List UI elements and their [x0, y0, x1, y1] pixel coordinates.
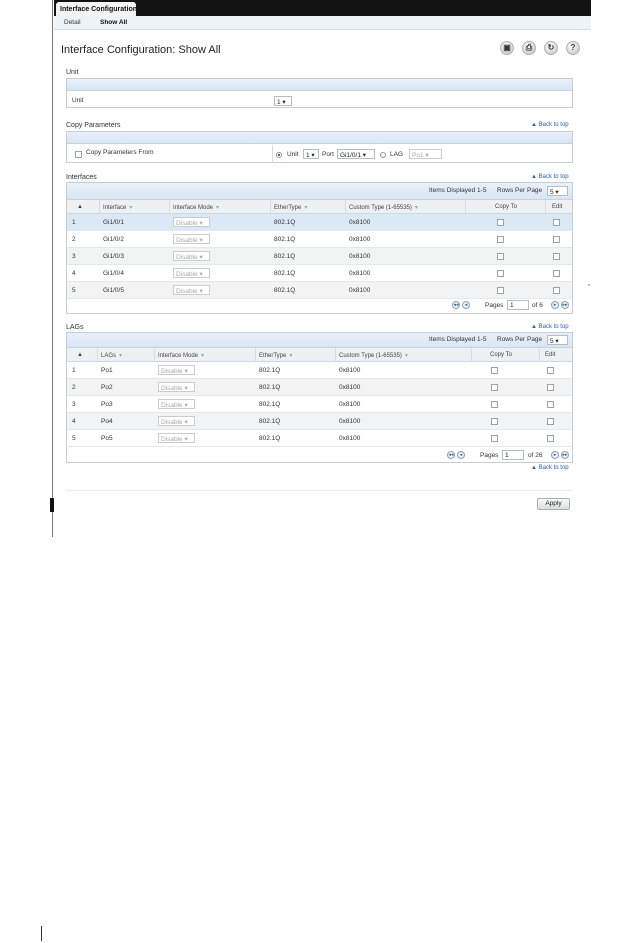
row-mode-select[interactable]: Disable ▾ — [158, 433, 195, 443]
col-interface[interactable]: Interface ▾ — [103, 205, 133, 211]
row-mode-select[interactable]: Disable ▾ — [158, 399, 195, 409]
copy-section-title: Copy Parameters — [66, 122, 121, 129]
row-interface: Gi1/0/5 — [103, 287, 124, 294]
row-lag: Po1 — [101, 367, 113, 374]
col-ethertype[interactable]: EtherType ▾ — [259, 353, 293, 359]
copy-panel — [66, 131, 573, 163]
col-custom-type[interactable]: Custom Type (1-65535) ▾ — [339, 353, 408, 359]
page-bottom-marker — [41, 926, 42, 941]
back-to-top-link[interactable]: ▲ Back to top — [531, 324, 569, 330]
interfaces-table-toolbar — [67, 183, 572, 200]
row-edit-checkbox[interactable] — [553, 236, 560, 243]
col-interface-mode-label: Interface Mode — [158, 353, 199, 359]
row-mode-select[interactable]: Disable ▾ — [173, 217, 210, 227]
column-divider — [465, 200, 466, 213]
table-row[interactable] — [67, 282, 572, 299]
table-row[interactable] — [67, 231, 572, 248]
col-custom-type-label: Custom Type (1-65535) — [349, 205, 412, 211]
row-index: 1 — [72, 219, 76, 226]
col-custom-type-label: Custom Type (1-65535) — [339, 353, 402, 359]
interfaces-rows-per-page-value: 5 — [550, 189, 554, 196]
unit-select[interactable]: 1 ▾ — [274, 96, 292, 106]
lags-header-row — [67, 348, 572, 362]
row-ethertype: 802.1Q — [259, 435, 281, 442]
interfaces-rows-per-page-select[interactable]: 5 ▾ — [547, 186, 568, 196]
table-row[interactable] — [67, 248, 572, 265]
row-mode-value: Disable — [176, 237, 198, 244]
table-row[interactable] — [67, 430, 572, 447]
back-to-top-text: Back to top — [538, 324, 569, 330]
row-custom-type: 0x8100 — [339, 384, 361, 391]
row-mode-select[interactable]: Disable ▾ — [158, 382, 195, 392]
col-interface-label: Interface — [103, 205, 127, 211]
apply-button[interactable]: Apply — [537, 498, 570, 510]
footer-divider — [66, 490, 573, 491]
row-custom-type: 0x8100 — [349, 253, 371, 260]
row-edit-checkbox[interactable] — [547, 384, 554, 391]
first-page-icon[interactable]: ◂◂ — [453, 302, 459, 308]
row-mode-select[interactable]: Disable ▾ — [173, 268, 210, 278]
row-ethertype: 802.1Q — [274, 236, 296, 243]
sub-navigation — [54, 16, 591, 30]
row-ethertype: 802.1Q — [274, 270, 296, 277]
unit-port-radio[interactable] — [276, 152, 282, 158]
col-edit: Edit — [545, 352, 556, 358]
tab-interface-configuration[interactable]: Interface Configuration — [56, 2, 136, 17]
table-row[interactable] — [67, 214, 572, 231]
column-divider — [154, 348, 155, 361]
row-ethertype: 802.1Q — [274, 219, 296, 226]
row-mode-value: Disable — [176, 288, 198, 295]
lags-table-toolbar — [67, 333, 572, 348]
row-custom-type: 0x8100 — [339, 435, 361, 442]
row-mode-select[interactable]: Disable ▾ — [158, 416, 195, 426]
row-interface: Gi1/0/2 — [103, 236, 124, 243]
help-icon[interactable]: ? — [566, 41, 580, 55]
col-copy-to: Copy To — [495, 204, 517, 210]
row-ethertype: 802.1Q — [274, 253, 296, 260]
lags-table — [66, 332, 573, 463]
row-mode-select[interactable]: Disable ▾ — [158, 365, 195, 375]
copy-separator — [272, 145, 273, 163]
interfaces-rows-per-page-label: Rows Per Page — [497, 187, 543, 194]
row-lag: Po5 — [101, 435, 113, 442]
last-page-icon[interactable]: ▸▸ — [562, 452, 568, 458]
lags-page-input[interactable]: 1 — [502, 450, 524, 460]
row-mode-value: Disable — [161, 419, 183, 426]
save-icon[interactable]: ▣ — [500, 41, 514, 55]
row-mode-value: Disable — [176, 271, 198, 278]
row-index: 5 — [72, 435, 76, 442]
interfaces-section-title: Interfaces — [66, 174, 97, 181]
prev-page-icon[interactable]: ◂ — [462, 301, 470, 309]
unit-select-value: 1 — [277, 99, 281, 106]
column-divider — [471, 348, 472, 361]
row-copy-to-checkbox[interactable] — [491, 418, 498, 425]
last-page-icon[interactable]: ▸▸ — [562, 302, 568, 308]
table-row[interactable] — [67, 265, 572, 282]
row-index: 4 — [72, 270, 76, 277]
lags-rows-per-page-label: Rows Per Page — [497, 336, 543, 343]
row-edit-checkbox[interactable] — [547, 401, 554, 408]
copy-params-label: Copy Parameters From — [86, 149, 154, 156]
row-index: 3 — [72, 401, 76, 408]
row-edit-checkbox[interactable] — [547, 367, 554, 374]
copy-lag-label: LAG — [390, 151, 404, 158]
next-page-icon[interactable]: ▸ — [551, 451, 559, 459]
row-lag: Po4 — [101, 418, 113, 425]
row-ethertype: 802.1Q — [259, 367, 281, 374]
row-mode-value: Disable — [161, 385, 183, 392]
row-ethertype: 802.1Q — [259, 401, 281, 408]
subnav-show-all[interactable]: Show All — [100, 19, 128, 26]
back-to-top-text: Back to top — [538, 174, 569, 180]
tab-bar — [54, 0, 591, 16]
table-row[interactable] — [67, 396, 572, 413]
unit-panel-band — [67, 79, 572, 91]
row-edit-checkbox[interactable] — [553, 270, 560, 277]
copy-port-value: Gi1/0/1 — [340, 152, 361, 159]
lags-rows-per-page-value: 5 — [550, 338, 554, 345]
page-title: Interface Configuration: Show All — [61, 44, 221, 56]
copy-unit-select[interactable]: 1 ▾ — [303, 149, 319, 159]
column-divider — [335, 348, 336, 361]
row-custom-type: 0x8100 — [349, 219, 371, 226]
col-lags[interactable]: LAGs ▾ — [101, 353, 123, 359]
copy-lag-value: Po1 — [412, 152, 424, 159]
interfaces-items-displayed: Items Displayed 1-5 — [429, 187, 487, 194]
column-divider — [270, 200, 271, 213]
row-lag: Po2 — [101, 384, 113, 391]
row-custom-type: 0x8100 — [339, 418, 361, 425]
next-page-icon[interactable]: ▸ — [551, 301, 559, 309]
lags-rows-per-page-select[interactable]: 5 ▾ — [547, 335, 568, 345]
copy-lag-select[interactable]: Po1 ▾ — [409, 149, 442, 159]
col-custom-type[interactable]: Custom Type (1-65535) ▾ — [349, 205, 418, 211]
unit-panel — [66, 78, 573, 108]
row-copy-to-checkbox[interactable] — [497, 219, 504, 226]
row-custom-type: 0x8100 — [349, 287, 371, 294]
table-row[interactable] — [67, 362, 572, 379]
row-custom-type: 0x8100 — [339, 367, 361, 374]
row-mode-value: Disable — [176, 254, 198, 261]
row-copy-to-checkbox[interactable] — [491, 384, 498, 391]
subnav-detail[interactable]: Detail — [64, 19, 81, 26]
back-to-top-link[interactable]: ▲ Back to top — [531, 174, 569, 180]
col-ethertype-label: EtherType — [274, 205, 302, 211]
col-copy-to: Copy To — [490, 352, 512, 358]
row-ethertype: 802.1Q — [259, 418, 281, 425]
row-mode-value: Disable — [176, 220, 198, 227]
col-lags-label: LAGs — [101, 353, 117, 359]
back-to-top-text: Back to top — [538, 465, 569, 471]
interfaces-header-row — [67, 200, 572, 214]
back-to-top-text: Back to top — [538, 122, 569, 128]
interfaces-pages-label: Pages — [485, 302, 504, 309]
table-row[interactable] — [67, 413, 572, 430]
row-copy-to-checkbox[interactable] — [491, 401, 498, 408]
col-ethertype-label: EtherType — [259, 353, 287, 359]
prev-page-icon[interactable]: ◂ — [457, 451, 465, 459]
row-mode-select[interactable]: Disable ▾ — [173, 234, 210, 244]
copy-panel-band — [67, 132, 572, 144]
row-ethertype: 802.1Q — [259, 384, 281, 391]
row-copy-to-checkbox[interactable] — [491, 367, 498, 374]
column-divider — [255, 348, 256, 361]
table-row[interactable] — [67, 379, 572, 396]
row-copy-to-checkbox[interactable] — [497, 270, 504, 277]
first-page-icon[interactable]: ◂◂ — [448, 452, 454, 458]
row-lag: Po3 — [101, 401, 113, 408]
row-custom-type: 0x8100 — [349, 236, 371, 243]
row-copy-to-checkbox[interactable] — [497, 287, 504, 294]
row-mode-select[interactable]: Disable ▾ — [173, 251, 210, 261]
interfaces-table — [66, 182, 573, 314]
lags-section-title: LAGs — [66, 324, 84, 331]
col-interface-mode[interactable]: Interface Mode ▾ — [158, 353, 205, 359]
copy-params-checkbox[interactable] — [75, 151, 82, 158]
row-custom-type: 0x8100 — [349, 270, 371, 277]
column-divider — [97, 348, 98, 361]
unit-label: Unit — [72, 97, 84, 104]
lags-pages-label: Pages — [480, 452, 499, 459]
col-ethertype[interactable]: EtherType ▾ — [274, 205, 308, 211]
row-interface: Gi1/0/3 — [103, 253, 124, 260]
column-divider — [99, 200, 100, 213]
col-edit: Edit — [552, 204, 563, 210]
print-icon[interactable]: ⎙ — [522, 41, 536, 55]
refresh-icon[interactable]: ↻ — [544, 41, 558, 55]
app-frame — [52, 0, 592, 537]
interfaces-page-count: of 6 — [532, 302, 543, 309]
row-index: 3 — [72, 253, 76, 260]
row-custom-type: 0x8100 — [339, 401, 361, 408]
row-edit-checkbox[interactable] — [547, 435, 554, 442]
back-to-top-link[interactable]: ▲ Back to top — [531, 465, 569, 471]
interfaces-page-input[interactable]: 1 — [507, 300, 529, 310]
lags-items-displayed: Items Displayed 1-5 — [429, 336, 487, 343]
lags-page-count: of 26 — [528, 452, 543, 459]
row-index: 2 — [72, 384, 76, 391]
row-edit-checkbox[interactable] — [553, 287, 560, 294]
column-divider — [345, 200, 346, 213]
row-copy-to-checkbox[interactable] — [497, 253, 504, 260]
lag-radio[interactable] — [380, 152, 386, 158]
back-to-top-link[interactable]: ▲ Back to top — [531, 122, 569, 128]
row-index: 2 — [72, 236, 76, 243]
sort-asc-icon[interactable]: ▲ — [77, 204, 83, 210]
col-interface-mode[interactable]: Interface Mode ▾ — [173, 205, 220, 211]
column-divider — [545, 200, 546, 213]
row-index: 5 — [72, 287, 76, 294]
row-mode-select[interactable]: Disable ▾ — [173, 285, 210, 295]
copy-port-label: Port — [322, 151, 334, 158]
row-edit-checkbox[interactable] — [553, 253, 560, 260]
row-index: 1 — [72, 367, 76, 374]
row-mode-value: Disable — [161, 436, 183, 443]
column-divider — [539, 348, 540, 361]
row-copy-to-checkbox[interactable] — [491, 435, 498, 442]
row-mode-value: Disable — [161, 368, 183, 375]
unit-section-title: Unit — [66, 69, 79, 76]
copy-unit-label: Unit — [287, 151, 299, 158]
row-ethertype: 802.1Q — [274, 287, 296, 294]
copy-unit-value: 1 — [306, 152, 310, 159]
row-index: 4 — [72, 418, 76, 425]
row-edit-checkbox[interactable] — [547, 418, 554, 425]
copy-port-select[interactable]: Gi1/0/1 ▾ — [337, 149, 375, 159]
row-edit-checkbox[interactable] — [553, 219, 560, 226]
sort-asc-icon[interactable]: ▲ — [77, 352, 83, 358]
row-copy-to-checkbox[interactable] — [497, 236, 504, 243]
row-interface: Gi1/0/4 — [103, 270, 124, 277]
col-interface-mode-label: Interface Mode — [173, 205, 214, 211]
column-divider — [169, 200, 170, 213]
row-interface: Gi1/0/1 — [103, 219, 124, 226]
row-mode-value: Disable — [161, 402, 183, 409]
